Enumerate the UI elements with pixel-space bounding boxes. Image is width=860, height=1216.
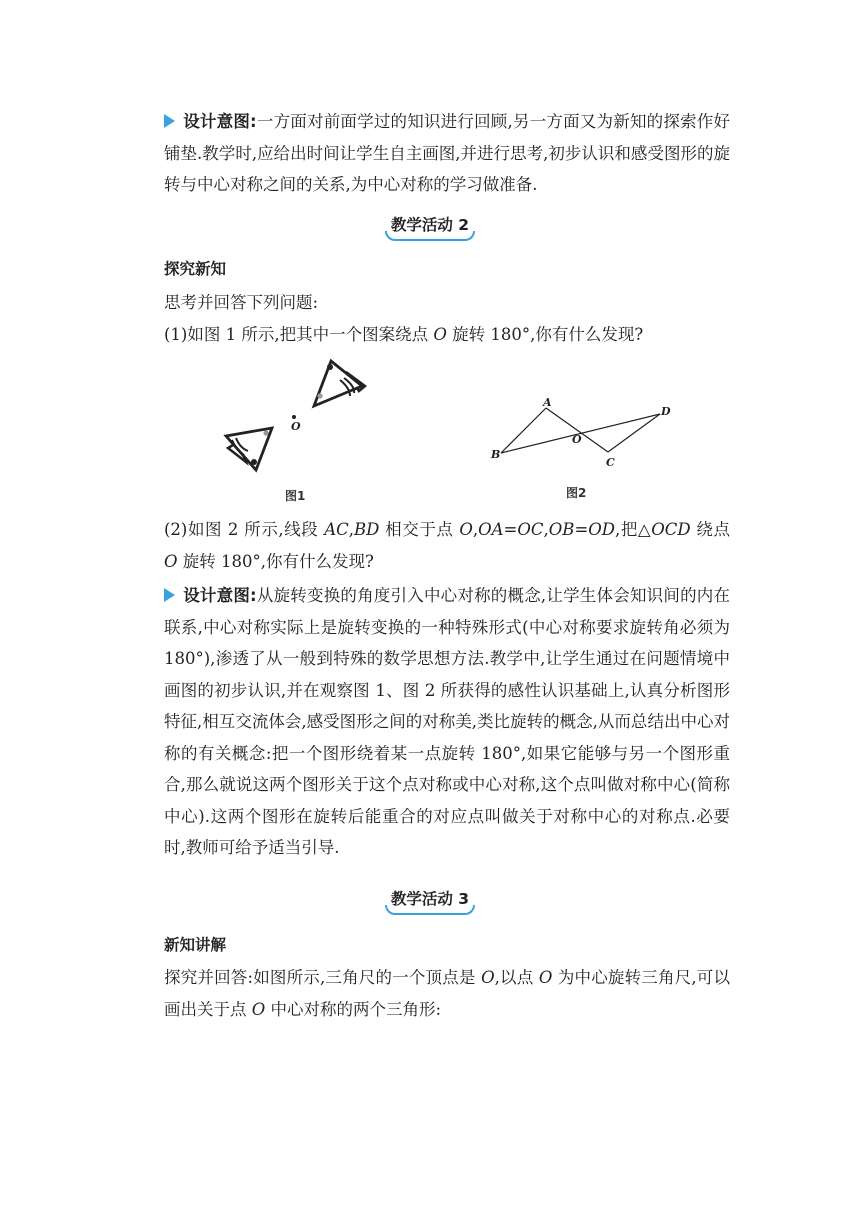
- triangle-marker-icon: [164, 114, 175, 128]
- nk-text: 中心对称的两个三角形:: [265, 999, 442, 1019]
- label-d: D: [661, 405, 671, 418]
- q2-text: 旋转 180°,你有什么发现?: [177, 551, 374, 571]
- figure-1: [218, 358, 368, 476]
- activity-title-text: 教学活动 2: [383, 213, 477, 239]
- nk-var: O: [251, 999, 266, 1019]
- q2-text: =: [574, 520, 589, 539]
- figure-2-caption: 图2: [566, 486, 587, 500]
- nk-text: ,以点: [494, 968, 539, 987]
- q1-var: O: [433, 325, 447, 344]
- q2-text: =: [503, 520, 518, 539]
- q1-prefix: (1)如图 1 所示,把其中一个图案绕点: [164, 325, 434, 344]
- label-b: B: [491, 448, 501, 461]
- q2-var: BD: [354, 520, 380, 539]
- q2-text: ,: [348, 520, 354, 539]
- q2-text: ,: [543, 520, 549, 539]
- intro-text: 思考并回答下列问题:: [164, 293, 319, 312]
- activity-2-title: [0, 213, 860, 239]
- nk-text: 为中心旋转三角尺,可以画出关于点: [164, 968, 730, 1019]
- q2-text: (2)如图 2 所示,线段: [164, 520, 325, 539]
- label-a: A: [543, 396, 552, 409]
- section-heading-explore: 探究新知: [164, 260, 227, 278]
- question-2: [164, 514, 730, 577]
- label-o: O: [572, 433, 582, 446]
- q2-var: O: [459, 520, 473, 539]
- design-intent-paragraph-2: [164, 580, 730, 864]
- q2-var: OCD: [651, 520, 691, 539]
- center-point-o: [292, 415, 296, 419]
- lower-triangle-pattern: [226, 428, 272, 470]
- triangle-marker-icon: [164, 588, 175, 602]
- q2-var: OA: [478, 520, 504, 539]
- q2-text: ,: [472, 520, 479, 539]
- activity-title-text: 教学活动 3: [383, 887, 477, 913]
- design-intent-paragraph-1: [164, 106, 730, 201]
- section-heading-new-knowledge: 新知讲解: [164, 936, 227, 954]
- q2-var: AC: [324, 520, 349, 539]
- q2-var: OC: [517, 520, 544, 539]
- new-knowledge-paragraph: [164, 962, 730, 1025]
- q2-var: OB: [548, 520, 575, 539]
- design-intent-text: 一方面对前面学过的知识进行回顾,另一方面又为新知的探索作好铺垫.教学时,应给出时间让学生自主画图,并进行思考,初步认识和感受图形的旋转与中心对称之间的关系,为中心对称的学习做准备.: [164, 112, 730, 194]
- q1-suffix: 旋转 180°,你有什么发现?: [446, 325, 644, 344]
- design-intent-text: 从旋转变换的角度引入中心对称的概念,让学生体会知识间的内在联系,中心对称实际上是旋转变换的一种特殊形式(中心对称要求旋转角必须为 180°),渗透了从一般到特殊的数学思想方法.教学中,让学生通过在问题情境中画图的初步认识,并在观察图 1、图 2 所获得的感性认识基础上,认真分析图形特征,相互交流体会,感受图形之间的对称美,类比旋转的概念,从而总结出中心对称的有关概念:把一个图形绕着某一点旋转 180°,如果它能够与另一个图形重合,那么就说这两个图形关于这个点对称或中心对称,这个点叫做对称中心(简称中心).这两个图形在旋转后能重合的对应点叫做关于对称中心的对称点.必要时,教师可给予适当引导.: [164, 586, 730, 857]
- design-intent-label: 设计意图:: [183, 112, 257, 131]
- nk-text: 探究并回答:如图所示,三角尺的一个顶点是: [164, 968, 482, 987]
- point-o-label: O: [291, 420, 301, 433]
- upper-triangle-pattern: [314, 361, 365, 406]
- q2-var: O: [164, 551, 178, 571]
- q2-text: 相交于点: [379, 520, 460, 539]
- activity-3-title: [0, 887, 860, 913]
- figure-1-caption: 图1: [285, 489, 306, 503]
- design-intent-label: 设计意图:: [183, 586, 257, 605]
- q2-var: OD: [588, 520, 616, 539]
- question-1: [164, 319, 730, 351]
- nk-var: O: [481, 968, 495, 987]
- label-c: C: [606, 456, 615, 469]
- q2-text: ,把△: [615, 520, 652, 539]
- figure-2: [488, 396, 678, 476]
- nk-var: O: [538, 968, 553, 987]
- explore-intro: [164, 287, 730, 319]
- q2-text: 绕点: [690, 520, 730, 539]
